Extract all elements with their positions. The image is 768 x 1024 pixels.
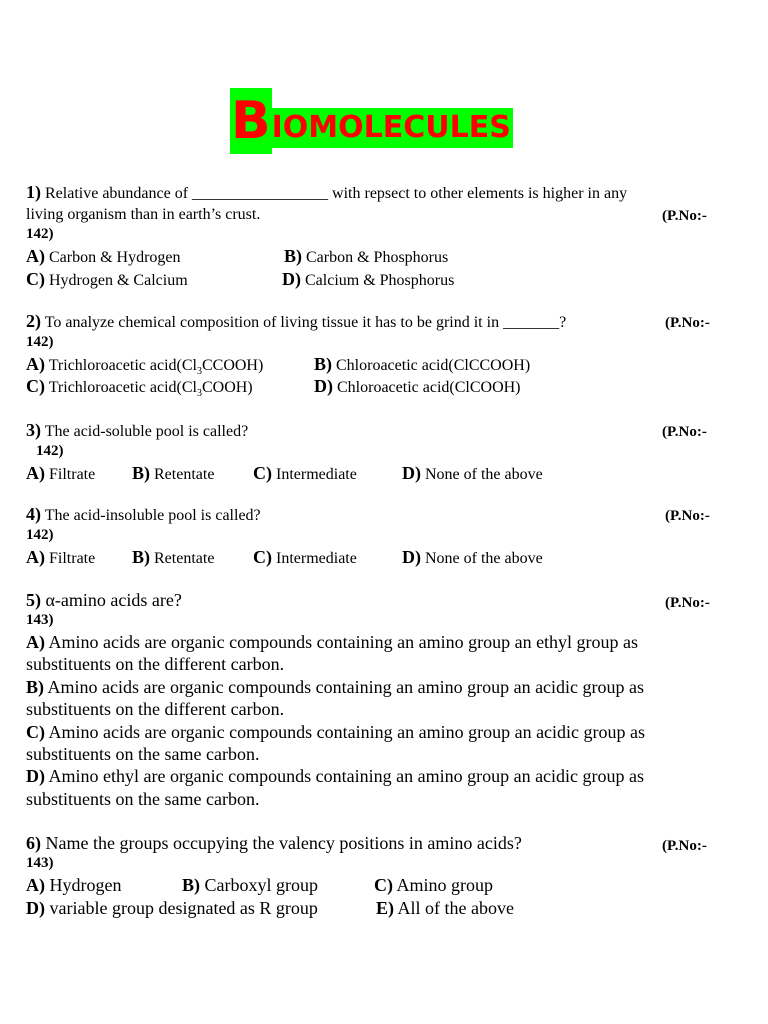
option-d: D) Chloroacetic acid(ClCOOH) — [314, 376, 521, 396]
page-ref: (P.No:- — [662, 838, 707, 854]
page-ref-cont: 143) — [26, 855, 54, 871]
option-c: C) Intermediate — [253, 547, 357, 567]
option-d: D) variable group designated as R group — [26, 898, 318, 918]
title-initial: B — [230, 88, 272, 154]
page-ref: (P.No:- — [665, 315, 710, 331]
page-ref: (P.No:- — [665, 595, 710, 611]
page-ref-cont: 142) — [36, 443, 64, 459]
option-b: B) Chloroacetic acid(ClCCOOH) — [314, 354, 531, 374]
option-a: A) Amino acids are organic compounds containing an amino group an ethyl group as substituents on the different carbon. — [26, 632, 639, 675]
option-c: C) Hydrogen & Calcium — [26, 269, 188, 289]
question-text: The acid-insoluble pool is called? — [44, 507, 261, 524]
question-text: To analyze chemical composition of living tissue it has to be grind it in _______? — [44, 314, 567, 331]
question-text: The acid-soluble pool is called? — [44, 423, 249, 440]
option-b: B) Carboxyl group — [182, 875, 318, 895]
question-2 — [26, 311, 738, 400]
page-ref: (P.No:- — [662, 208, 707, 224]
question-5 — [26, 589, 738, 810]
page-ref-cont: 142) — [26, 226, 54, 242]
option-b: B) Amino acids are organic compounds containing an amino group an acidic group as substituents on the different carbon. — [26, 676, 645, 720]
question-4 — [26, 504, 738, 571]
page-ref-cont: 142) — [26, 527, 54, 543]
option-d: D) Amino ethyl are organic compounds containing an amino group an acidic group as substituents on the same carbon. — [26, 766, 645, 809]
option-c: C) Amino group — [374, 875, 494, 895]
option-b: B) Retentate — [132, 547, 215, 567]
page-ref: (P.No:- — [665, 508, 710, 524]
question-number: 5) — [26, 590, 41, 610]
question-number: 6) — [26, 833, 41, 853]
page-title — [230, 88, 513, 154]
page-ref-cont: 142) — [26, 334, 54, 350]
option-a: A) Trichloroacetic $acid(Cl_3CCOOH)$ — [26, 354, 264, 378]
option-c: C) Amino acids are organic compounds containing an amino group an acidic group as substituents on the same carbon. — [26, 721, 646, 765]
option-d: D) None of the above — [402, 547, 543, 567]
option-e: E) All of the above — [376, 898, 514, 918]
option-b: B) Retentate — [132, 463, 215, 483]
question-number: 2) — [26, 311, 41, 331]
option-c: C) Trichloroacetic $acid(Cl_3COOH)$ — [26, 376, 253, 400]
question-number: 3) — [26, 420, 41, 440]
question-1 — [26, 182, 738, 292]
question-text-cont: living organism than in earth’s crust. — [26, 206, 261, 223]
question-6 — [26, 832, 738, 921]
option-a: A) Filtrate — [26, 463, 96, 483]
page-ref: (P.No:- — [662, 424, 707, 440]
option-a: A) Hydrogen — [26, 875, 122, 895]
page-ref-cont: 143) — [26, 612, 54, 628]
question-text: Relative abundance of _________________ with repsect to other elements is higher in any — [45, 185, 628, 202]
question-text: Name the groups occupying the valency positions in amino acids? — [45, 833, 522, 853]
option-b: B) Carbon & Phosphorus — [284, 246, 449, 266]
option-a: A) Filtrate — [26, 547, 96, 567]
option-d: D) None of the above — [402, 463, 543, 483]
question-number: 4) — [26, 504, 41, 524]
title-rest: IOMOLECULES — [272, 108, 513, 148]
option-c: C) Intermediate — [253, 463, 357, 483]
question-3 — [26, 420, 738, 487]
option-d: D) Calcium & Phosphorus — [282, 269, 455, 289]
question-text: α-amino acids are? — [45, 590, 182, 610]
question-number: 1) — [26, 182, 41, 202]
option-a: A) Carbon & Hydrogen — [26, 246, 181, 266]
